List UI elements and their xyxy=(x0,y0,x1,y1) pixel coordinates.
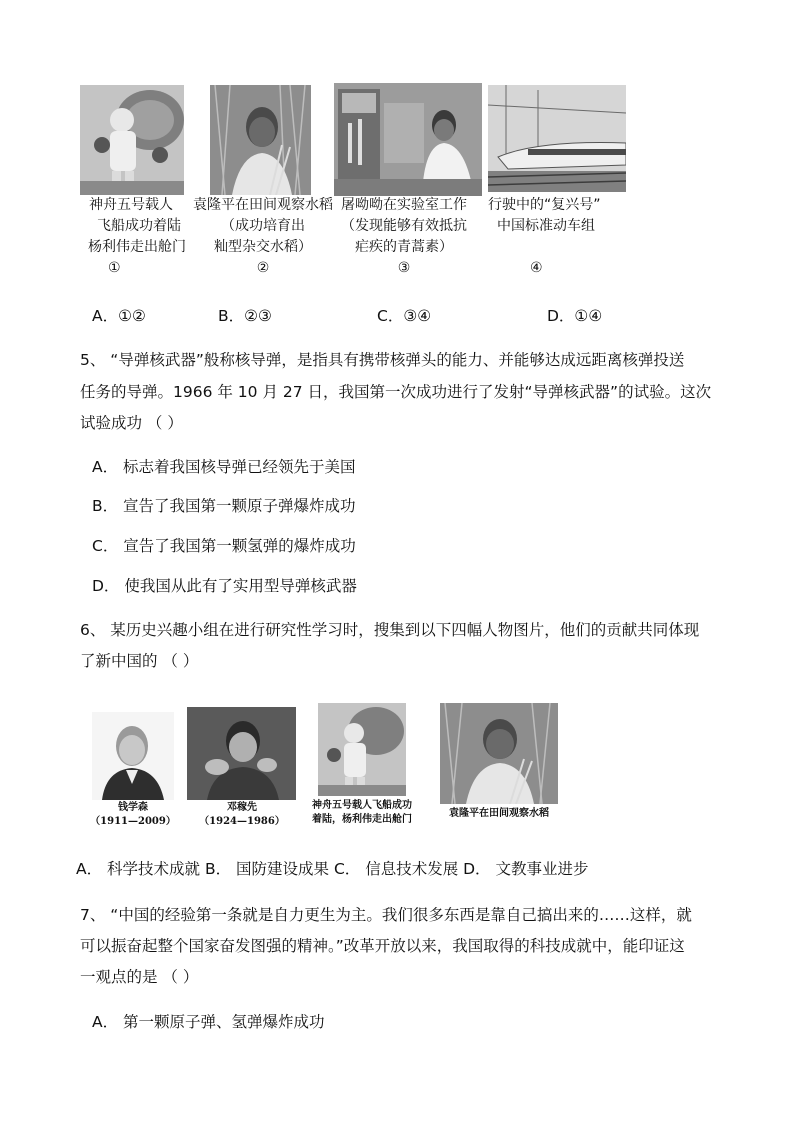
q4-option-d[interactable]: D．①④ xyxy=(547,307,603,325)
q5-option-d[interactable]: D． 使我国从此有了实用型导弹核武器 xyxy=(92,577,357,595)
q4-caption-1 xyxy=(88,195,186,279)
caption-line: 着陆，杨利伟走出舱门 xyxy=(312,814,412,825)
q5-stem-line-1: 5、 “导弹核武器”般称核导弹，是指具有携带核弹头的能力、并能够达成远距离核弹投送 xyxy=(80,351,685,369)
laboratory-photo xyxy=(334,83,482,196)
q4-option-c[interactable]: C．③④ xyxy=(377,307,432,325)
rice-field-photo-small xyxy=(440,703,558,804)
q5-option-a[interactable]: A． 标志着我国核导弹已经领先于美国 xyxy=(92,458,356,476)
q6-stem-line-1: 6、 某历史兴趣小组在进行研究性学习时，搜集到以下四幅人物图片，他们的贡献共同体现 xyxy=(80,621,700,639)
q5-stem-line-3: 试验成功 （ ） xyxy=(80,414,183,432)
caption-line: 神舟五号载人 xyxy=(89,197,173,213)
caption-line: 神舟五号载人飞船成功 xyxy=(312,800,412,811)
caption-marker: ③ xyxy=(397,260,411,276)
q6-caption-3 xyxy=(300,799,424,827)
caption-marker: ④ xyxy=(530,260,543,276)
caption-line: （成功培育出 xyxy=(221,218,305,234)
caption-line: 邓稼先 xyxy=(227,802,257,813)
caption-line: （发现能够有效抵抗 xyxy=(341,218,467,234)
caption-line: 行驶中的“复兴号” xyxy=(488,197,601,213)
caption-line: （1924—1986） xyxy=(199,816,285,827)
caption-marker: ① xyxy=(108,260,121,276)
q5-option-b[interactable]: B． 宣告了我国第一颗原子弹爆炸成功 xyxy=(92,497,356,515)
caption-line: 屠呦呦在实验室工作 xyxy=(341,197,467,213)
caption-line: 袁隆平在田间观察水稻 xyxy=(449,808,549,819)
caption-line: 钱学森 xyxy=(118,802,148,813)
q6-caption-4 xyxy=(436,807,562,821)
caption-line: 飞船成功着陆 xyxy=(97,218,181,234)
q6-caption-2 xyxy=(188,801,296,829)
q6-options[interactable]: A． 科学技术成就 B． 国防建设成果 C． 信息技术发展 D． 文教事业进步 xyxy=(76,860,589,878)
portrait-photo-qian xyxy=(92,712,174,800)
q5-stem-line-2: 任务的导弹。1966 年 10 月 27 日，我国第一次成功进行了发射“导弹核武器”的试验。这次 xyxy=(80,383,712,401)
caption-line: 中国标准动车组 xyxy=(497,218,595,234)
q5-option-c[interactable]: C． 宣告了我国第一颗氢弹的爆炸成功 xyxy=(92,537,356,555)
q4-caption-2 xyxy=(188,195,338,279)
caption-line: 疟疾的青蒿素） xyxy=(355,239,453,255)
caption-line: 杨利伟走出舱门 xyxy=(88,239,186,255)
astronaut-photo xyxy=(80,85,184,195)
q4-caption-3 xyxy=(334,195,474,279)
q4-option-a[interactable]: A．①② xyxy=(92,307,146,325)
bullet-train-photo xyxy=(488,85,626,192)
astronaut-photo-small xyxy=(318,703,406,796)
caption-line: 籼型杂交水稻） xyxy=(214,239,312,255)
rice-field-photo xyxy=(210,85,311,195)
q7-stem-line-2: 可以振奋起整个国家奋发图强的精神。”改革开放以来，我国取得的科技成就中，能印证这 xyxy=(80,937,685,955)
q7-stem-line-3: 一观点的是 （ ） xyxy=(80,968,199,986)
q7-option-a[interactable]: A． 第一颗原子弹、氢弹爆炸成功 xyxy=(92,1013,325,1031)
caption-marker: ② xyxy=(256,260,270,276)
q6-stem-line-2: 了新中国的 （ ） xyxy=(80,652,199,670)
q7-stem-line-1: 7、 “中国的经验第一条就是自力更生为主。我们很多东西是靠自己搞出来的……这样，就 xyxy=(80,906,692,924)
q4-caption-4 xyxy=(488,195,618,279)
q4-option-b[interactable]: B．②③ xyxy=(218,307,272,325)
caption-line: 袁隆平在田间观察水稻 xyxy=(193,197,333,213)
q6-caption-1 xyxy=(80,801,186,829)
caption-line: （1911—2009） xyxy=(90,816,176,827)
portrait-photo-deng xyxy=(187,707,296,800)
